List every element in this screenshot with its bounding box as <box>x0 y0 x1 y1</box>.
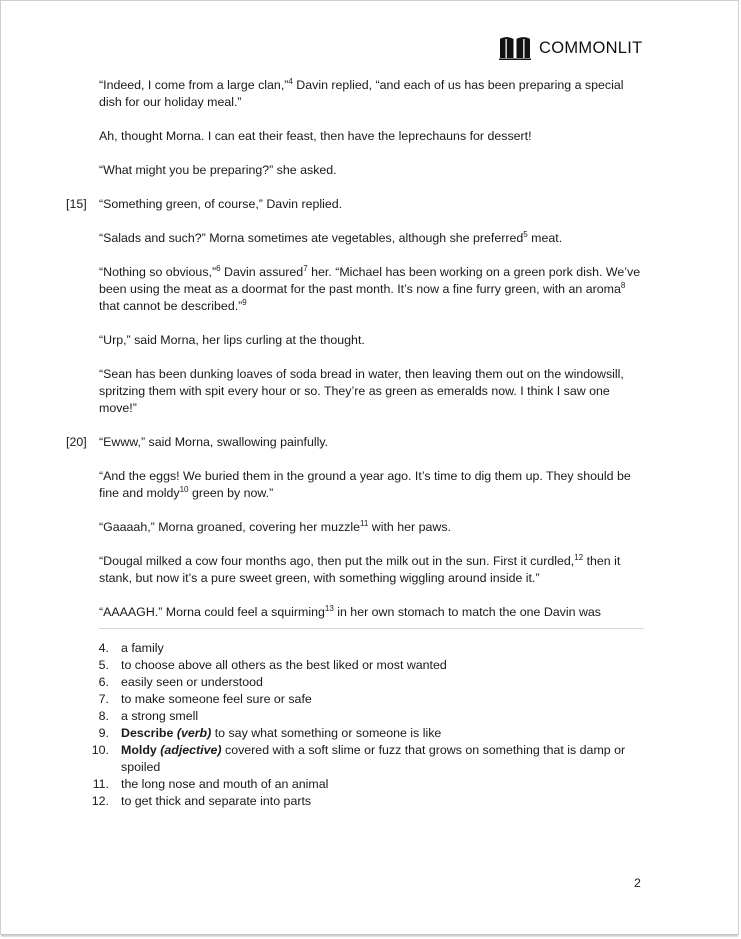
footnote-text <box>121 708 645 725</box>
brand-name: COMMONLIT <box>539 38 643 57</box>
footnote-marker: 9 <box>242 298 247 307</box>
paragraph <box>99 128 647 145</box>
footnote-list <box>85 640 645 810</box>
footnote-item <box>85 742 645 776</box>
paragraph-text: “Dougal milked a cow four months ago, then put the milk out in the sun. First it curdled, <box>99 554 575 568</box>
footnote-number: 10. <box>91 743 109 757</box>
footnote-term: Describe <box>121 726 174 740</box>
paragraph <box>99 332 647 349</box>
footnote-item <box>85 691 645 708</box>
paragraph-text: green by now.” <box>188 486 274 500</box>
footnote-part-of-speech: (verb) <box>176 726 212 740</box>
footnote-marker: 7 <box>303 264 308 273</box>
footnote-item <box>85 725 645 742</box>
footnote-text <box>121 793 645 810</box>
footnote-number: 9. <box>98 726 109 740</box>
paragraph-text: Davin replied, “and each of us has been preparing a special dish for our holiday meal.” <box>99 78 624 109</box>
paragraph-text: her. “Michael has been working on a green pork dish. We’ve been using the meat as a doormat for the past month. It’s now a fine furry green, with an aroma <box>99 265 641 296</box>
paragraph-text: in her own stomach to match the one Davin was <box>333 605 602 619</box>
paragraph-text: “Indeed, I come from a large clan,” <box>99 78 289 92</box>
paragraph <box>66 196 647 213</box>
paragraph <box>99 264 647 315</box>
footnote-text <box>121 742 645 776</box>
footnote-text <box>121 640 645 657</box>
footnote-definition: to get thick and separate into parts <box>121 794 312 808</box>
footnote-marker: 10 <box>179 485 189 494</box>
paragraph-text: “What might you be preparing?” she asked. <box>99 163 337 177</box>
paragraph <box>99 604 647 621</box>
paragraph <box>99 77 647 111</box>
footnote-number: 4. <box>98 641 109 655</box>
open-book-icon <box>499 36 531 60</box>
paragraph-text: with her paws. <box>368 520 451 534</box>
paragraph <box>99 162 647 179</box>
footnote-definition: a strong smell <box>121 709 199 723</box>
footnote-number: 8. <box>98 709 109 723</box>
brand-logo <box>499 36 643 60</box>
paragraph <box>99 553 647 587</box>
paragraph-text: “Something green, of course,” Davin replied. <box>99 197 343 211</box>
footnote-text <box>121 776 645 793</box>
footnote-marker: 11 <box>360 519 369 528</box>
paragraph-text: Ah, thought Morna. I can eat their feast, then have the leprechauns for dessert! <box>99 129 532 143</box>
paragraph-text: that cannot be described.” <box>99 299 243 313</box>
footnote-definition: the long nose and mouth of an animal <box>121 777 329 791</box>
line-number: [20] <box>66 435 87 449</box>
footnote-definition: to make someone feel sure or safe <box>121 692 312 706</box>
footnote-definition: a family <box>121 641 164 655</box>
paragraph-text: then it stank, but now it’s a pure sweet green, with something wiggling around inside it.” <box>99 554 621 585</box>
paragraph-text: “And the eggs! We buried them in the ground a year ago. It’s time to dig them up. They should be fine and moldy <box>99 469 631 500</box>
paragraph-text: “AAAAGH.” Morna could feel a squirming <box>99 605 325 619</box>
paragraph-text: “Nothing so obvious,” <box>99 265 217 279</box>
footnote-number: 11. <box>92 777 109 791</box>
footnote-term: Moldy <box>121 743 157 757</box>
footnote-definition: to say what something or someone is like <box>214 726 442 740</box>
paragraph-text: “Ewww,” said Morna, swallowing painfully. <box>99 435 329 449</box>
footnote-text <box>121 725 645 742</box>
footnote-number: 6. <box>98 675 109 689</box>
footnote-definition: easily seen or understood <box>121 675 263 689</box>
footnote-item <box>85 657 645 674</box>
footnote-item <box>85 640 645 657</box>
line-number: [15] <box>66 197 87 211</box>
footnote-text <box>121 657 645 674</box>
paragraph <box>66 434 647 451</box>
paragraph <box>99 519 647 536</box>
paragraph-text: “Gaaaah,” Morna groaned, covering her muzzle <box>99 520 361 534</box>
paragraph-text: meat. <box>527 231 563 245</box>
paragraph-text: “Sean has been dunking loaves of soda bread in water, then leaving them out on the windowsill, spritzing them with spit every hour or so. They’re as green as emeralds now. I think I saw one move!” <box>99 367 624 415</box>
footnote-text <box>121 674 645 691</box>
footnote-marker: 12 <box>574 553 584 562</box>
footnote-item <box>85 776 645 793</box>
footnote-item <box>85 793 645 810</box>
footnote-definition: to choose above all others as the best liked or most wanted <box>121 658 447 672</box>
paragraph <box>99 468 647 502</box>
footnote-number: 7. <box>98 692 109 706</box>
footnote-part-of-speech: (adjective) <box>160 743 222 757</box>
footnote-marker: 6 <box>216 264 221 273</box>
footnote-marker: 8 <box>620 281 626 290</box>
footnote-number: 5. <box>98 658 109 672</box>
footnote-marker: 4 <box>288 77 293 86</box>
paragraph-text: “Salads and such?” Morna sometimes ate vegetables, although she preferred <box>99 231 524 245</box>
story-text <box>66 77 647 638</box>
footnote-item <box>85 708 645 725</box>
paragraph <box>99 230 647 247</box>
footnote-text <box>121 691 645 708</box>
paragraph-text: “Urp,” said Morna, her lips curling at the thought. <box>99 333 365 347</box>
footnote-marker: 13 <box>324 604 334 613</box>
paragraph-text: Davin assured <box>220 265 304 279</box>
footnote-marker: 5 <box>523 230 528 239</box>
footnote-item <box>85 674 645 691</box>
footnote-definition: covered with a soft slime or fuzz that grows on something that is damp or spoiled <box>121 743 626 774</box>
page-number: 2 <box>634 876 641 890</box>
footnote-number: 12. <box>91 794 109 808</box>
paragraph <box>99 366 647 417</box>
footnote-divider <box>99 628 644 629</box>
